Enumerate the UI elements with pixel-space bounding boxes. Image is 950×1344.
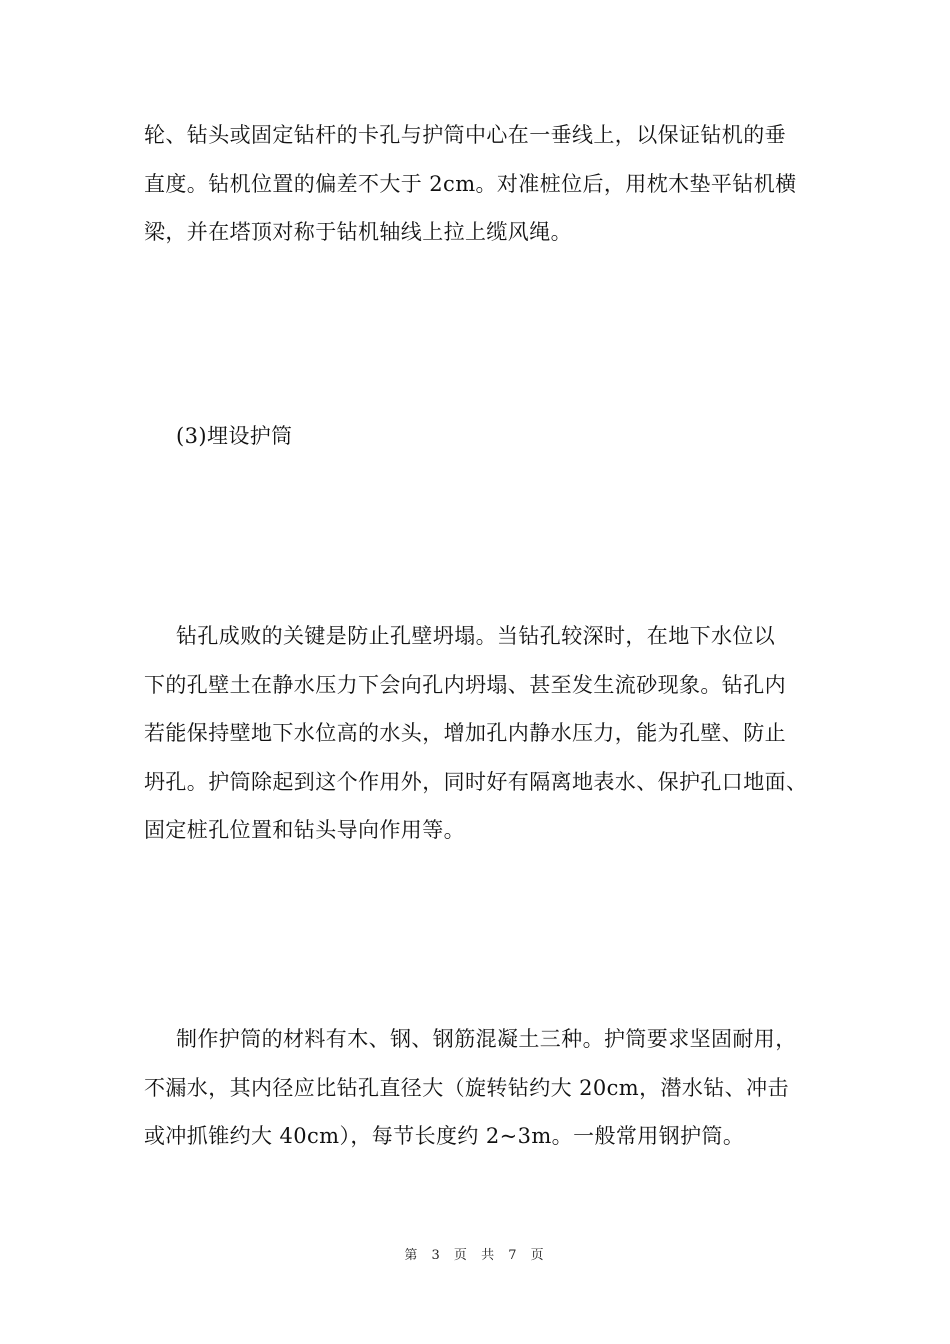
paragraph-hole-collapse <box>144 612 806 855</box>
text-line: 直度。钻机位置的偏差不大于 2cm。对准桩位后，用枕木垫平钻机横 <box>144 171 797 196</box>
text-line: 轮、钻头或固定钻杆的卡孔与护筒中心在一垂线上，以保证钻机的垂 <box>144 123 786 147</box>
text-line: 若能保持壁地下水位高的水头，增加孔内静水压力，能为孔壁、防止 <box>144 721 786 745</box>
paragraph-casing-material <box>144 1015 806 1161</box>
text-line: 或冲抓锥约大 40cm），每节长度约 2~3m。一般常用钢护筒。 <box>144 1124 745 1148</box>
text-line: 下的孔壁土在静水压力下会向孔内坍塌、甚至发生流砂现象。钻孔内 <box>144 672 786 697</box>
text-line: 梁，并在塔顶对称于钻机轴线上拉上缆风绳。 <box>144 220 572 244</box>
footer-total-word: 共 <box>481 1248 497 1263</box>
text-line: 坍孔。护筒除起到这个作用外，同时好有隔离地表水、保护孔口地面、 <box>144 769 808 794</box>
text-line: 制作护筒的材料有木、钢、钢筋混凝土三种。护筒要求坚固耐用， <box>176 1027 797 1051</box>
text-line: 固定桩孔位置和钻头导向作用等。 <box>144 818 465 842</box>
section-heading <box>144 412 806 461</box>
text-line: 不漏水，其内径应比钻孔直径大（旋转钻约大 20cm，潜水钻、冲击 <box>144 1075 789 1100</box>
paragraph-drill-positioning <box>144 111 806 257</box>
text-line: 钻孔成败的关键是防止孔壁坍塌。当钻孔较深时，在地下水位以 <box>176 624 776 648</box>
total-page-number: 7 <box>508 1248 519 1263</box>
footer-suffix: 页 <box>530 1248 546 1263</box>
heading-text: (3)埋设护筒 <box>176 424 293 448</box>
footer-prefix: 第 <box>404 1248 420 1263</box>
page-footer <box>0 1244 950 1263</box>
footer-page-word: 页 <box>453 1248 469 1263</box>
current-page-number: 3 <box>431 1248 442 1263</box>
